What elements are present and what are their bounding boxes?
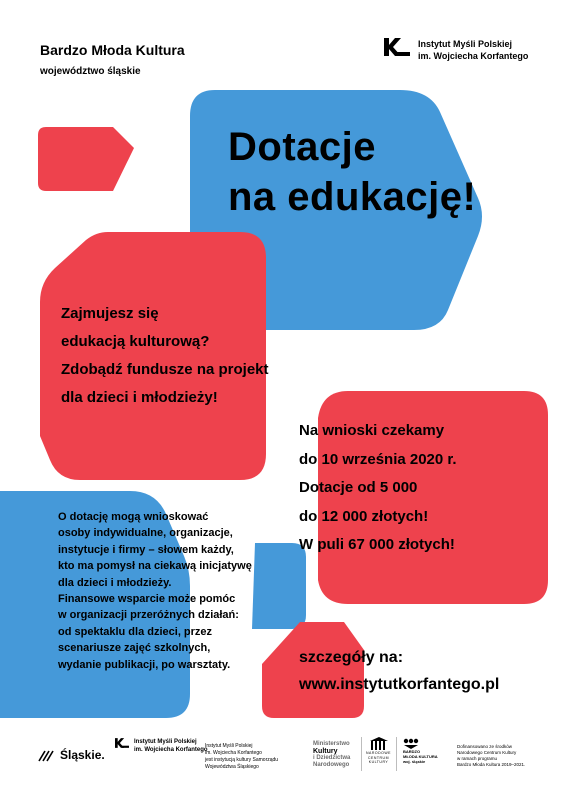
deadline-line3: Dotacje od 5 000 xyxy=(299,479,418,496)
eligibility-line: O dotację mogą wnioskować xyxy=(58,511,209,523)
eligibility-line: od spektaklu dla dzieci, przez xyxy=(58,625,213,638)
nck-building-icon xyxy=(370,737,388,751)
slaskie-wave-icon xyxy=(38,748,56,762)
footer-divider xyxy=(361,737,362,771)
nck-line2: CENTRUM xyxy=(368,755,389,760)
fund-line2: Narodowego Centrum Kultury xyxy=(457,750,517,755)
headline-line2: na edukację! xyxy=(228,175,477,219)
ministry-line2: Kultury xyxy=(313,748,338,755)
note-line4: Województwa Śląskiego xyxy=(205,764,259,770)
details-block xyxy=(299,644,499,698)
intro-line1: Zajmujesz się xyxy=(61,305,159,322)
slaskie-text: Śląskie. xyxy=(60,748,105,762)
eligibility-line: Finansowe wsparcie może pomóc xyxy=(58,593,236,606)
ministry-logo xyxy=(313,741,350,769)
eligibility-text xyxy=(58,509,252,673)
deadline-line5: W puli 67 000 złotych! xyxy=(299,536,455,553)
eligibility-line: w organizacji przeróżnych działań: xyxy=(58,609,239,622)
footer-institute-logo xyxy=(115,738,208,754)
bmk-line2: MŁODA KULTURA xyxy=(403,754,438,759)
nck-line1: NARODOWE xyxy=(366,751,391,755)
institute-logo-icon xyxy=(115,738,129,748)
fund-line1: Dofinansowano ze środków xyxy=(457,744,513,749)
institute-logo-icon xyxy=(384,38,410,56)
deadline-line4: do 12 000 złotych! xyxy=(299,507,429,525)
deadline-line2: do 10 września 2020 r. xyxy=(299,450,457,468)
intro-line2: edukacją kulturową? xyxy=(61,333,210,350)
intro-text xyxy=(61,300,269,412)
bmk-hearts-icon xyxy=(403,737,419,749)
ministry-line3: i Dziedzictwa xyxy=(313,755,351,761)
headline-line1: Dotacje xyxy=(228,125,376,169)
footer-institute-line1: Instytut Myśli Polskiej xyxy=(134,739,197,745)
note-line1: Instytut Myśli Polskiej xyxy=(205,743,253,749)
note-line3: jest instytucją kultury Samorządu xyxy=(205,757,279,763)
red-tag-shape xyxy=(38,127,134,191)
eligibility-line: scenariusze zajęć szkolnych, xyxy=(58,642,211,655)
intro-line3: Zdobądź fundusze na projekt xyxy=(61,361,269,378)
ministry-line4: Narodowego xyxy=(313,762,350,768)
footer-divider xyxy=(396,737,397,771)
deadline-line1: Na wnioski czekamy xyxy=(299,422,445,439)
details-link[interactable]: www.instytutkorfantego.pl xyxy=(299,676,500,693)
eligibility-line: dla dzieci i młodzieży. xyxy=(58,576,172,589)
footer-institute-line2: im. Wojciecha Korfantego xyxy=(134,747,208,753)
bmk-line3: woj. śląskie xyxy=(403,759,426,764)
bmk-logo xyxy=(403,737,438,764)
funding-note xyxy=(457,744,542,768)
region-subtitle: województwo śląskie xyxy=(40,66,141,77)
fund-line4: Bardzo Młoda Kultura 2019–2021. xyxy=(457,762,526,767)
institute-note xyxy=(205,743,278,771)
eligibility-line: kto ma pomysł na ciekawą inicjatywę xyxy=(58,560,252,573)
institute-logo xyxy=(384,38,528,62)
intro-line4: dla dzieci i młodzieży! xyxy=(61,389,218,406)
note-line2: im. Wojciecha Korfantego xyxy=(205,750,262,756)
headline xyxy=(228,122,476,222)
slaskie-logo xyxy=(38,748,105,762)
institute-line2: im. Wojciecha Korfantego xyxy=(418,51,529,61)
deadline-text xyxy=(299,417,457,560)
eligibility-line: osoby indywidualne, organizacje, xyxy=(58,527,233,540)
eligibility-line: instytucje i firmy – słowem każdy, xyxy=(58,543,234,556)
fund-line3: w ramach programu xyxy=(457,756,498,761)
details-label: szczegóły na: xyxy=(299,649,404,666)
nck-logo xyxy=(366,737,391,765)
bmk-line1: BARDZO xyxy=(403,749,421,754)
ministry-line1: Ministerstwo xyxy=(313,741,350,747)
institute-line1: Instytut Myśli Polskiej xyxy=(418,39,513,49)
blue-small-shape xyxy=(252,543,306,629)
program-title: Bardzo Młoda Kultura xyxy=(40,42,185,58)
nck-line3: KULTURY xyxy=(368,760,389,764)
eligibility-line: wydanie publikacji, po warsztaty. xyxy=(58,658,231,671)
